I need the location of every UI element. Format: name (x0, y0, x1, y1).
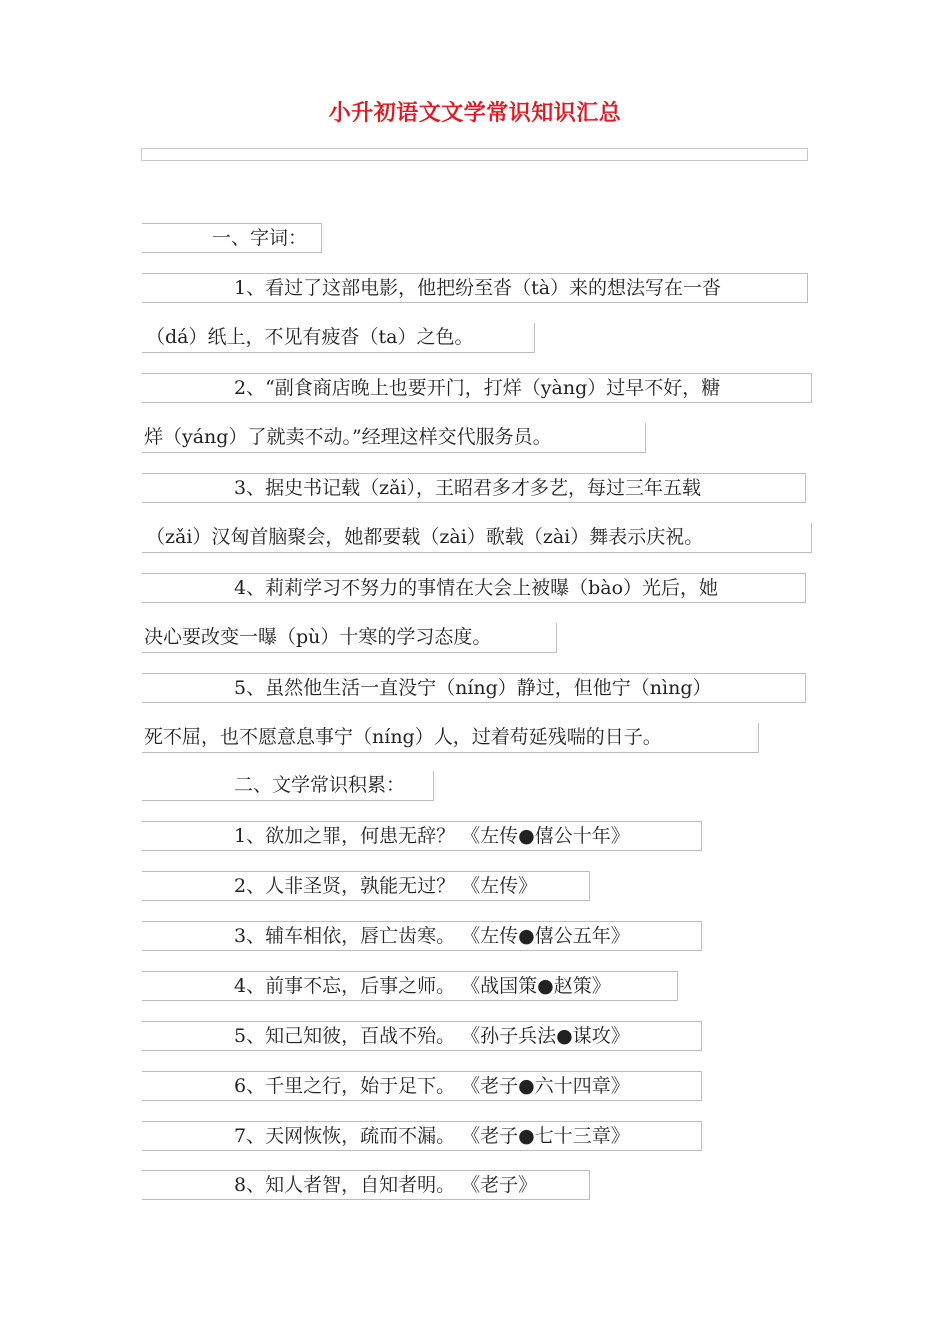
line-text: 3、辅车相依，唇亡齿寒。 《左传●僖公五年》 (234, 925, 630, 947)
line-text: 5、虽然他生活一直没宁（níng）静过，但他宁（nìng） (234, 677, 712, 699)
line-text: 5、知己知彼，百战不殆。 《孙子兵法●谋攻》 (234, 1025, 630, 1047)
line-text: 2、“副食商店晚上也要开门，打烊（yàng）过早不好，糖 (234, 377, 721, 399)
text-line (142, 323, 535, 353)
text-line (142, 523, 812, 553)
text-line (142, 473, 806, 503)
text-line (142, 623, 557, 653)
document-title: 小升初语文文学常识知识汇总 (328, 101, 622, 126)
line-text: （dá）纸上，不见有疲沓（ta）之色。 (146, 326, 474, 348)
quote-line (142, 821, 702, 851)
title-rule (141, 148, 808, 161)
text-line (142, 423, 646, 453)
text-line (142, 573, 806, 603)
line-text: 死不屈，也不愿意息事宁（níng）人，过着苟延残喘的日子。 (144, 726, 662, 748)
line-text: 烊（yáng）了就卖不动。”经理这样交代服务员。 (144, 426, 552, 448)
line-text: 3、据史书记载（zǎi），王昭君多才多艺，每过三年五载 (234, 477, 702, 499)
line-text: 4、莉莉学习不努力的事情在大会上被曝（bào）光后，她 (234, 577, 719, 599)
line-text: 4、前事不忘，后事之师。 《战国策●赵策》 (234, 975, 611, 997)
line-text: 二、文学常识积累： (234, 774, 406, 796)
quote-line (142, 1121, 702, 1151)
text-line (142, 273, 808, 303)
quote-line (142, 871, 590, 901)
line-text: 2、人非圣贤，孰能无过？ 《左传》 (234, 875, 538, 897)
quote-line (142, 921, 702, 951)
line-text: 1、看过了这部电影，他把纷至沓（tà）来的想法写在一沓 (234, 277, 722, 299)
quote-line (142, 1021, 702, 1051)
line-text: （zǎi）汉匈首脑聚会，她都要载（zài）歌载（zài）舞表示庆祝。 (146, 526, 704, 548)
text-line (142, 673, 806, 703)
text-line (142, 223, 322, 253)
text-line (142, 723, 759, 753)
line-text: 8、知人者智，自知者明。 《老子》 (234, 1174, 538, 1196)
line-text: 7、天网恢恢，疏而不漏。 《老子●七十三章》 (234, 1125, 630, 1147)
quote-line (142, 1071, 702, 1101)
line-text: 1、欲加之罪，何患无辞？ 《左传●僖公十年》 (234, 825, 630, 847)
line-text: 一、字词： (212, 227, 308, 249)
line-text: 6、千里之行，始于足下。 《老子●六十四章》 (234, 1075, 630, 1097)
line-text: 决心要改变一曝（pù）十寒的学习态度。 (144, 626, 492, 648)
quote-line (142, 1170, 590, 1200)
quote-line (142, 971, 678, 1001)
text-line (142, 373, 812, 403)
section-heading (142, 771, 434, 801)
